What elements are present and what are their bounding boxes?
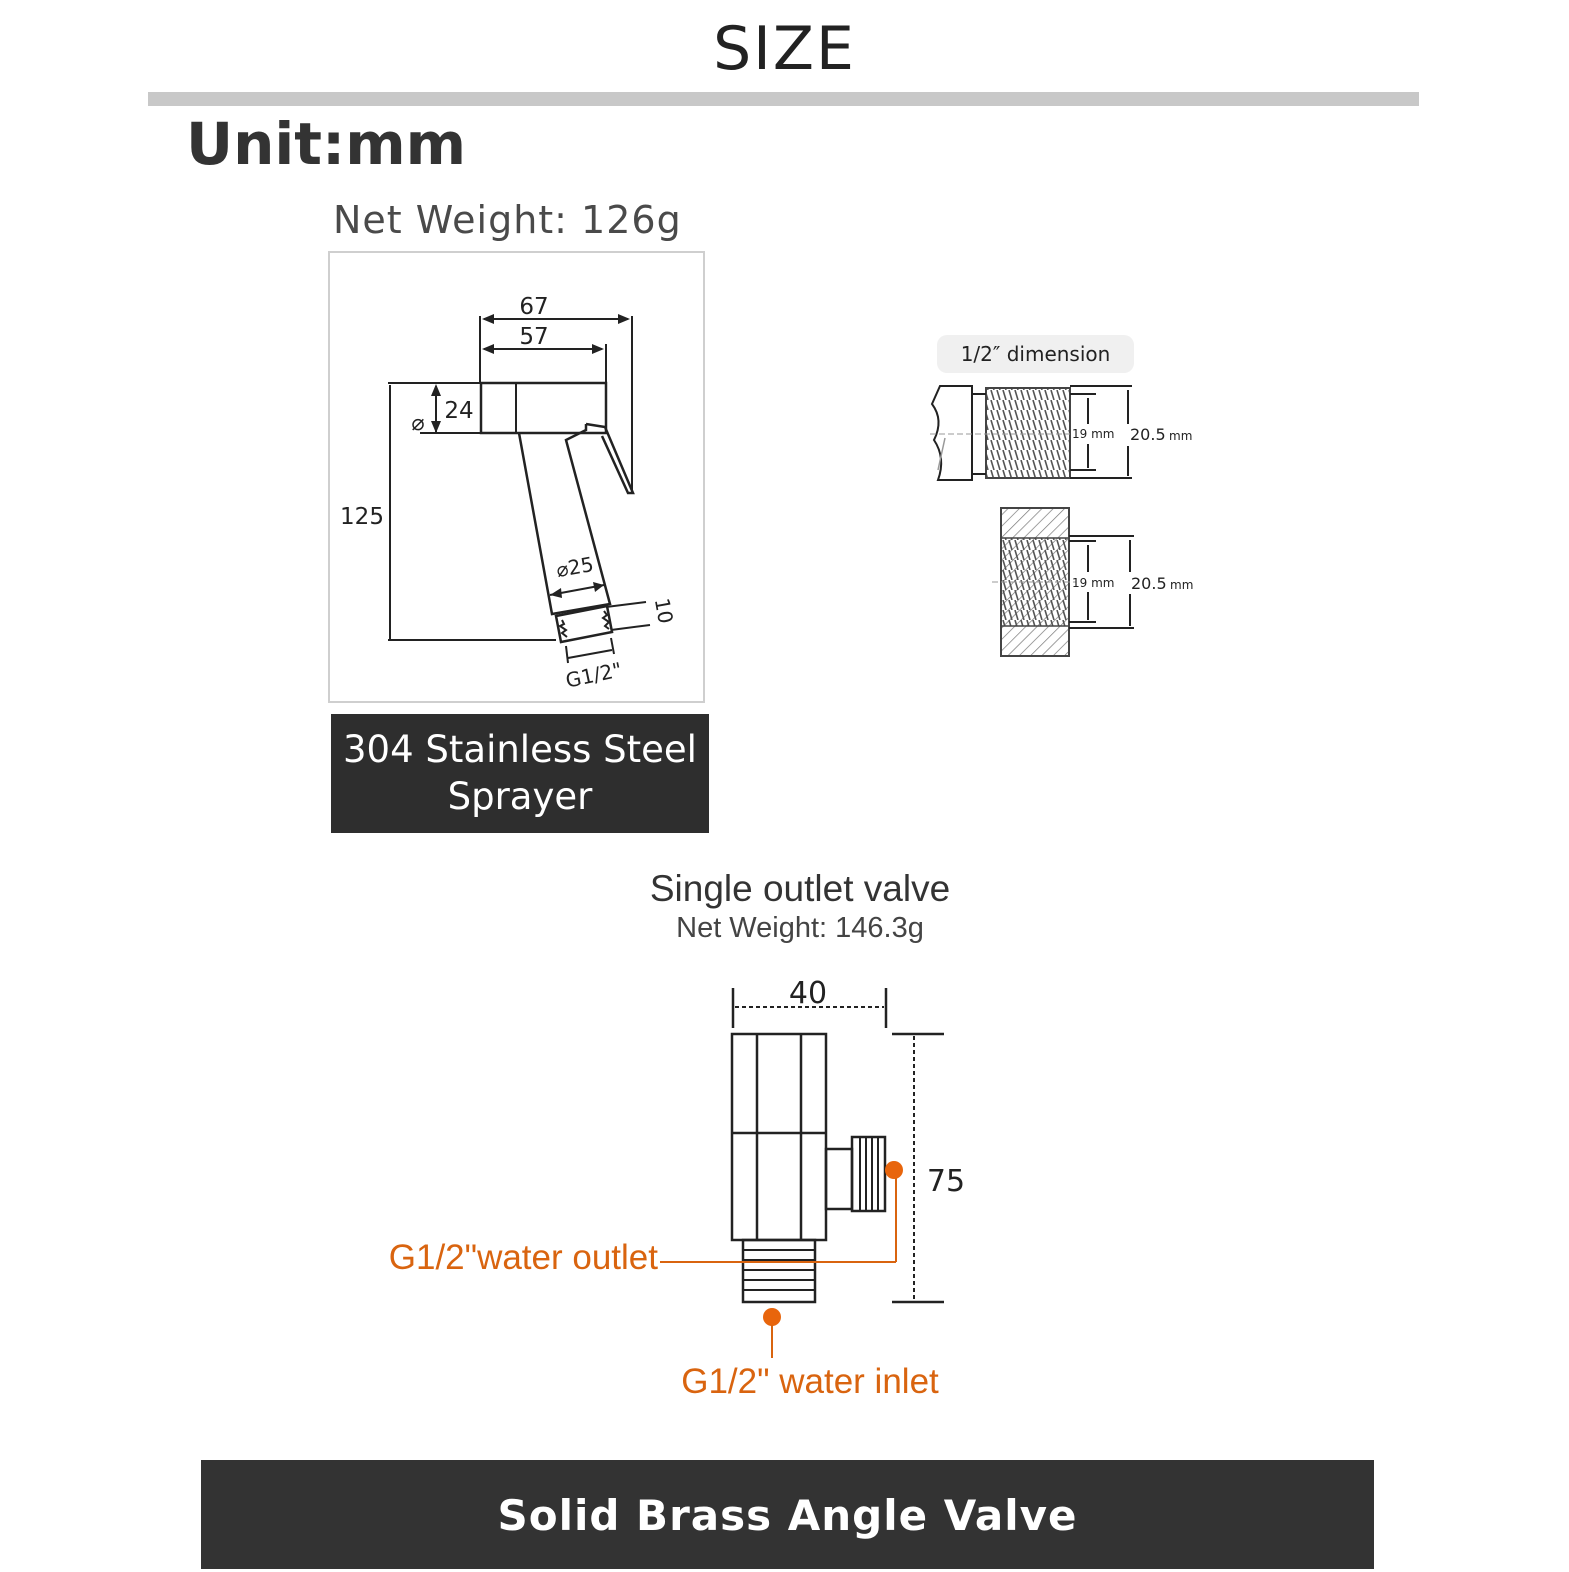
- water-inlet-label: G1/2" water inlet: [681, 1362, 939, 1401]
- female-outer-diameter-unit: mm: [1170, 578, 1194, 592]
- male-outer-diameter-value: 20.5: [1130, 425, 1166, 444]
- dim-thread-length: 10: [649, 596, 678, 626]
- dim-head-width: 57: [519, 324, 549, 350]
- water-outlet-label: G1/2"water outlet: [388, 1238, 658, 1277]
- dim-overall-width: 67: [519, 294, 549, 320]
- thread-dimension-badge: 1/2″ dimension: [937, 335, 1134, 373]
- male-inner-diameter: 19 mm: [1072, 427, 1115, 441]
- sprayer-caption-line1: 304 Stainless Steel: [343, 728, 697, 771]
- sprayer-net-weight: Net Weight: 126g: [333, 198, 682, 242]
- male-outer-diameter-unit: mm: [1169, 429, 1193, 443]
- valve-net-weight: Net Weight: 146.3g: [676, 912, 924, 944]
- female-inner-diameter: 19 mm: [1072, 576, 1115, 590]
- inlet-callout: [763, 1308, 781, 1358]
- dim-height: 125: [340, 504, 384, 530]
- sprayer-caption-line2: Sprayer: [447, 775, 593, 818]
- dim-diameter-symbol: ⌀: [411, 411, 425, 436]
- unit-label: Unit:mm: [186, 110, 467, 178]
- valve-width: 40: [788, 976, 828, 1011]
- footer-banner: Solid Brass Angle Valve: [201, 1460, 1374, 1569]
- dim-head-diameter: 24: [444, 398, 474, 424]
- female-outer-diameter-value: 20.5: [1131, 574, 1167, 593]
- page-title: SIZE: [713, 14, 856, 84]
- valve-height: 75: [926, 1164, 966, 1199]
- valve-title: Single outlet valve: [649, 868, 951, 909]
- dim-thread-size: G1/2": [563, 657, 625, 693]
- dim-neck-diameter: ⌀25: [554, 551, 596, 583]
